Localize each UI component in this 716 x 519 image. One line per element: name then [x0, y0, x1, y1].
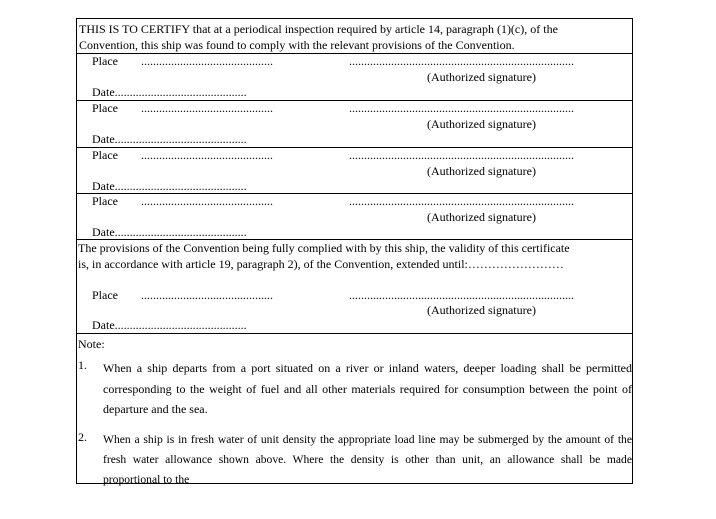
signature-caption: (Authorized signature): [427, 70, 536, 84]
signature-caption: (Authorized signature): [427, 210, 536, 224]
date-field[interactable]: Date............................................: [92, 179, 247, 193]
place-label: Place: [92, 194, 118, 208]
certify-text-line1: THIS IS TO CERTIFY that at a periodical inspection required by article 14, paragraph (1)(c), of the: [79, 22, 558, 36]
note-text: When a ship departs from a port situated on a river or inland waters, deeper loading shall be permitted corresponding to the weight of fuel and all other materials required for consumption between the point of departure and the sea.: [103, 361, 632, 416]
place-field[interactable]: ............................................: [141, 54, 273, 68]
date-field[interactable]: Date............................................: [92, 132, 247, 146]
row-divider: [77, 239, 632, 240]
certificate-table: [76, 18, 633, 484]
signature-caption: (Authorized signature): [427, 164, 536, 178]
extension-text-line2: is, in accordance with article 19, paragraph 2), of the Convention, extended until:……………………: [78, 257, 564, 271]
note-text: When a ship is in fresh water of unit density the appropriate load line may be submerged by the amount of the fresh water allowance shown above. Where the density is other than unit, an allowance shall be made proportional to the: [103, 433, 632, 486]
place-field[interactable]: ............................................: [141, 288, 273, 302]
place-field[interactable]: ............................................: [141, 194, 273, 208]
extension-text-line1: The provisions of the Convention being fully complied with by this ship, the validity of this certificate: [78, 241, 570, 255]
signature-field[interactable]: ...........................................................................: [349, 288, 574, 302]
place-field[interactable]: ............................................: [141, 101, 273, 115]
place-field[interactable]: ............................................: [141, 148, 273, 162]
signature-field[interactable]: ...........................................................................: [349, 148, 574, 162]
note-number: 1.: [78, 358, 87, 372]
row-divider: [77, 333, 632, 334]
place-label: Place: [92, 101, 118, 115]
signature-field[interactable]: ...........................................................................: [349, 101, 574, 115]
date-field[interactable]: Date............................................: [92, 225, 247, 239]
place-label: Place: [92, 54, 118, 68]
place-label: Place: [92, 288, 118, 302]
note-heading: Note:: [78, 337, 105, 351]
signature-field[interactable]: ...........................................................................: [349, 194, 574, 208]
place-label: Place: [92, 148, 118, 162]
date-field[interactable]: Date............................................: [92, 318, 247, 332]
date-field[interactable]: Date............................................: [92, 85, 247, 99]
certify-text-line2: Convention, this ship was found to comply with the relevant provisions of the Convention.: [79, 38, 515, 52]
signature-caption: (Authorized signature): [427, 117, 536, 131]
signature-field[interactable]: ...........................................................................: [349, 54, 574, 68]
note-number: 2.: [78, 430, 87, 444]
signature-caption: (Authorized signature): [427, 303, 536, 317]
